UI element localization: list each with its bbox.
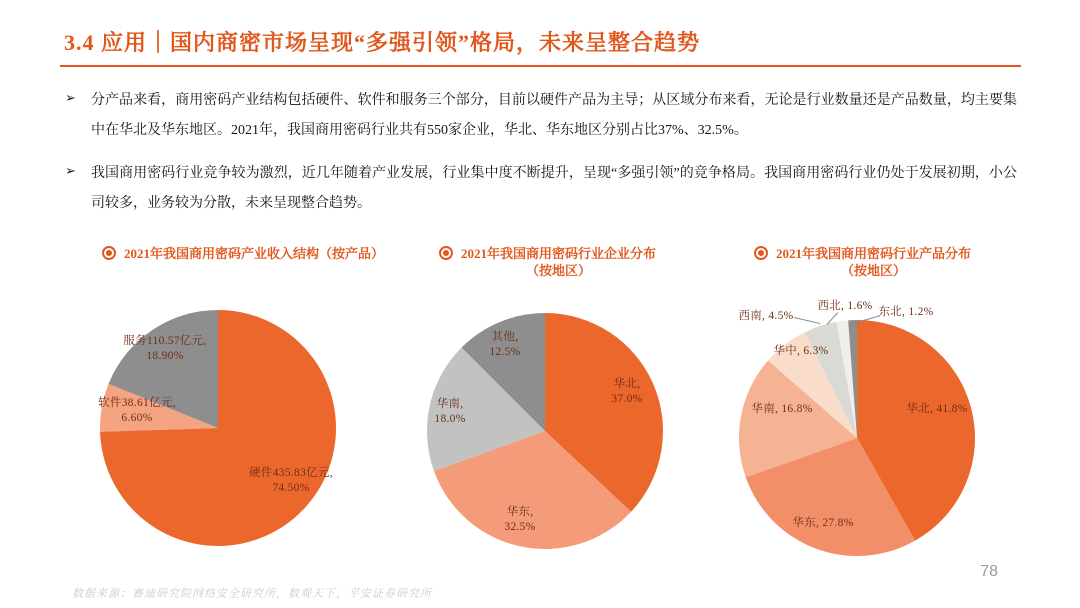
- title-underline: [60, 65, 1021, 67]
- chart1-title-text: 2021年我国商用密码产业收入结构（按产品）: [123, 246, 384, 261]
- chart2-subtitle-text: （按地区）: [525, 263, 591, 278]
- pie1-label-services: 服务110.57亿元, 18.90%: [123, 335, 207, 362]
- arrow-bullet-icon: ➢: [65, 163, 76, 178]
- pie3-label-central: 华中, 6.3%: [773, 345, 829, 357]
- chart3-title-text: 2021年我国商用密码行业产品分布: [775, 246, 971, 261]
- pie3-label-north: 华北, 41.8%: [906, 403, 968, 415]
- arrow-bullet-icon: ➢: [65, 90, 76, 105]
- bullseye-icon: [439, 246, 453, 260]
- chart3-subtitle-text: （按地区）: [840, 263, 906, 278]
- chart3-title: [720, 245, 1005, 279]
- pie3-label-southwest: 西南, 4.5%: [738, 310, 794, 322]
- data-source-note: 数据来源：赛迪研究院网络安全研究所，数观天下，平安证券研究所: [72, 588, 432, 600]
- pie1-label-hardware: 硬件435.83亿元, 74.50%: [249, 467, 333, 494]
- bullseye-icon: [754, 246, 768, 260]
- pie2-label-other: 其他, 12.5%: [489, 331, 521, 358]
- list-item: [65, 86, 1017, 146]
- list-item: [65, 159, 1017, 219]
- pie3-label-northeast: 东北, 1.2%: [878, 306, 934, 318]
- bullet-text: 分产品来看，商用密码产业结构包括硬件、软件和服务三个部分，目前以硬件产品为主导；从区域分布来看，无论是行业数量还是产品数量，均主要集中在华北及华东地区。2021年，我国商用密码行业共有550家企业，华北、华东地区分别占比37%、32.5%。: [91, 93, 1017, 138]
- chart1-title: [84, 245, 402, 262]
- pie2-label-north: 华北, 37.0%: [611, 378, 643, 405]
- chart2-title: [405, 245, 690, 279]
- bullet-list: [65, 86, 1017, 232]
- pie3-label-northwest: 西北, 1.6%: [817, 300, 873, 312]
- page-title: 3.4 应用｜国内商密市场呈现“多强引领”格局，未来呈整合趋势: [64, 30, 701, 55]
- pie1-label-software: 软件38.61亿元, 6.60%: [98, 397, 176, 424]
- pie3-label-south: 华南, 16.8%: [751, 403, 813, 415]
- pie2-label-east: 华东, 32.5%: [504, 506, 536, 533]
- chart2-title-text: 2021年我国商用密码行业企业分布: [460, 246, 656, 261]
- bullet-text: 我国商用密码行业竞争较为激烈，近几年随着产业发展，行业集中度不断提升，呈现“多强引领”的竞争格局。我国商用密码行业仍处于发展初期，小公司较多，业务较为分散，未来呈现整合趋势。: [91, 166, 1017, 211]
- page-number: 78: [980, 563, 998, 580]
- bullseye-icon: [102, 246, 116, 260]
- pie3-label-east: 华东, 27.8%: [792, 517, 854, 529]
- pie2-label-south: 华南, 18.0%: [434, 398, 466, 425]
